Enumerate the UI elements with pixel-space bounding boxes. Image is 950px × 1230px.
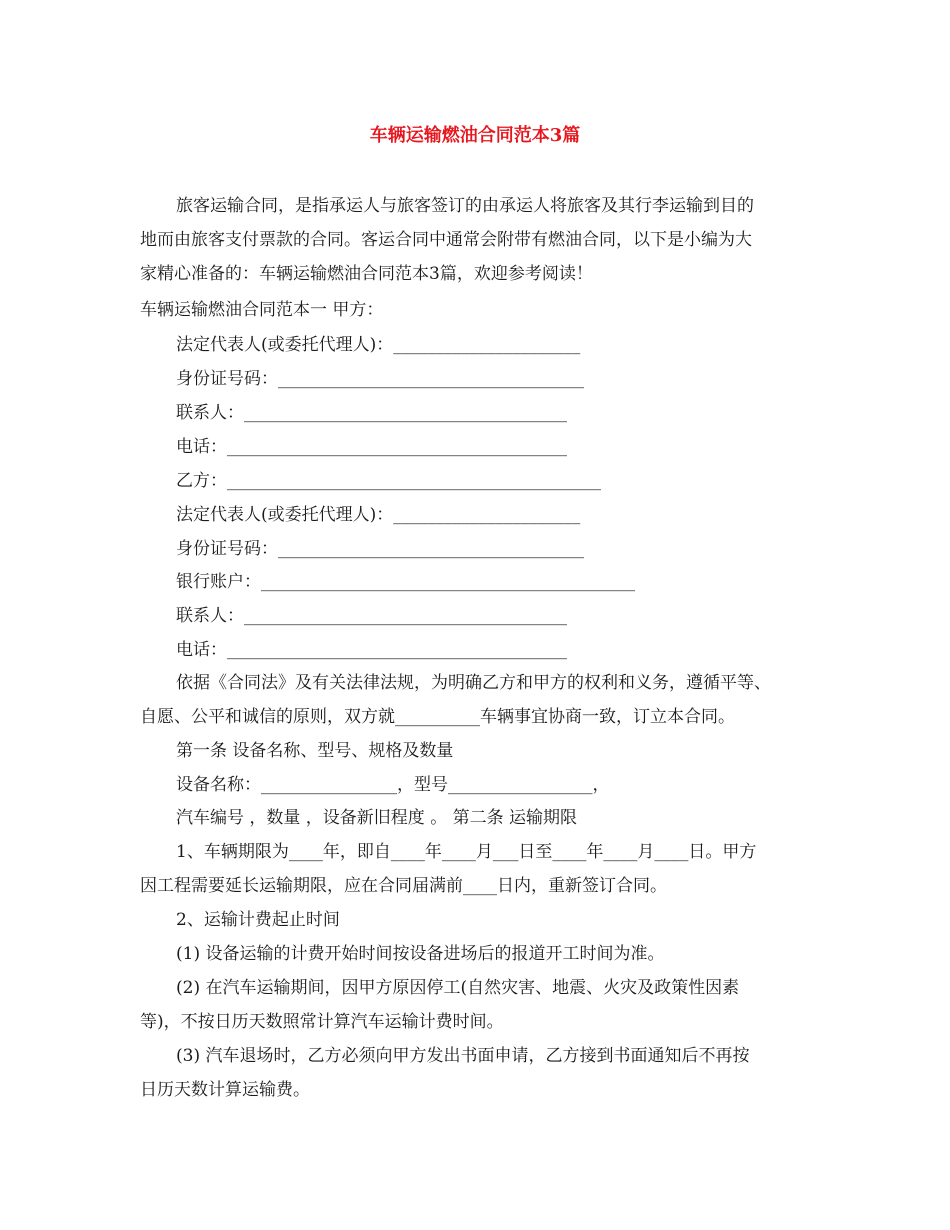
basis-line-1: 依据《合同法》及有关法律法规，为明确乙方和甲方的权利和义务，遵循平等、 bbox=[176, 673, 771, 693]
party-b-label: 乙方：____________________________________________ bbox=[176, 471, 601, 491]
billing-heading: 2、运输计费起止时间 bbox=[176, 910, 340, 930]
party-b-phone: 电话：________________________________________ bbox=[176, 640, 567, 660]
billing-item-3-line-2: 日历天数计算运输费。 bbox=[140, 1080, 310, 1100]
party-a-contact: 联系人：______________________________________ bbox=[176, 403, 567, 423]
billing-item-1: (1) 设备运输的计费开始时间按设备进场后的报道开工时间为准。 bbox=[176, 944, 665, 964]
party-a-phone: 电话：________________________________________ bbox=[176, 437, 567, 457]
party-a-id-number: 身份证号码：____________________________________ bbox=[176, 369, 584, 389]
party-b-bank-account: 银行账户：____________________________________________ bbox=[176, 572, 635, 592]
billing-item-3-line-1: (3) 汽车退场时，乙方必须向甲方发出书面申请，乙方接到书面通知后不再按 bbox=[176, 1046, 750, 1066]
vehicle-number-line: 汽车编号 ，数量 ，设备新旧程度 。 第二条 运输期限 bbox=[176, 808, 578, 828]
basis-line-2: 自愿、公平和诚信的原则，双方就__________车辆事宜协商一致，订立本合同。 bbox=[140, 707, 735, 727]
document-title: 车辆运输燃油合同范本3篇 bbox=[369, 125, 581, 146]
billing-item-2-line-1: (2) 在汽车运输期间，因甲方原因停工(自然灾害、地震、火灾及政策性因素 bbox=[176, 978, 740, 998]
party-b-id-number: 身份证号码：____________________________________ bbox=[176, 539, 584, 559]
equipment-name-line: 设备名称：________________，型号_________________， bbox=[176, 775, 610, 795]
party-b-contact: 联系人：______________________________________ bbox=[176, 606, 567, 626]
party-b-representative: 法定代表人(或委托代理人)：______________________ bbox=[176, 505, 581, 525]
article-1-heading: 第一条 设备名称、型号、规格及数量 bbox=[176, 741, 454, 761]
billing-item-2-line-2: 等)，不按日历天数照常计算汽车运输计费时间。 bbox=[140, 1012, 504, 1032]
intro-line-3: 家精心准备的：车辆运输燃油合同范本3篇，欢迎参考阅读！ bbox=[140, 264, 593, 284]
party-a-representative: 法定代表人(或委托代理人)：______________________ bbox=[176, 335, 581, 355]
section-heading-party-a: 车辆运输燃油合同范本一 甲方： bbox=[140, 300, 384, 320]
intro-line-2: 地而由旅客支付票款的合同。客运合同中通常会附带有燃油合同，以下是小编为大 bbox=[140, 230, 752, 250]
term-line-1: 1、车辆期限为____年，即自____年____月___日至____年____月____日。甲方 bbox=[176, 842, 757, 862]
intro-line-1: 旅客运输合同，是指承运人与旅客签订的由承运人将旅客及其行李运输到目的 bbox=[176, 196, 754, 216]
term-line-2: 因工程需要延长运输期限，应在合同届满前____日内，重新签订合同。 bbox=[140, 876, 667, 896]
